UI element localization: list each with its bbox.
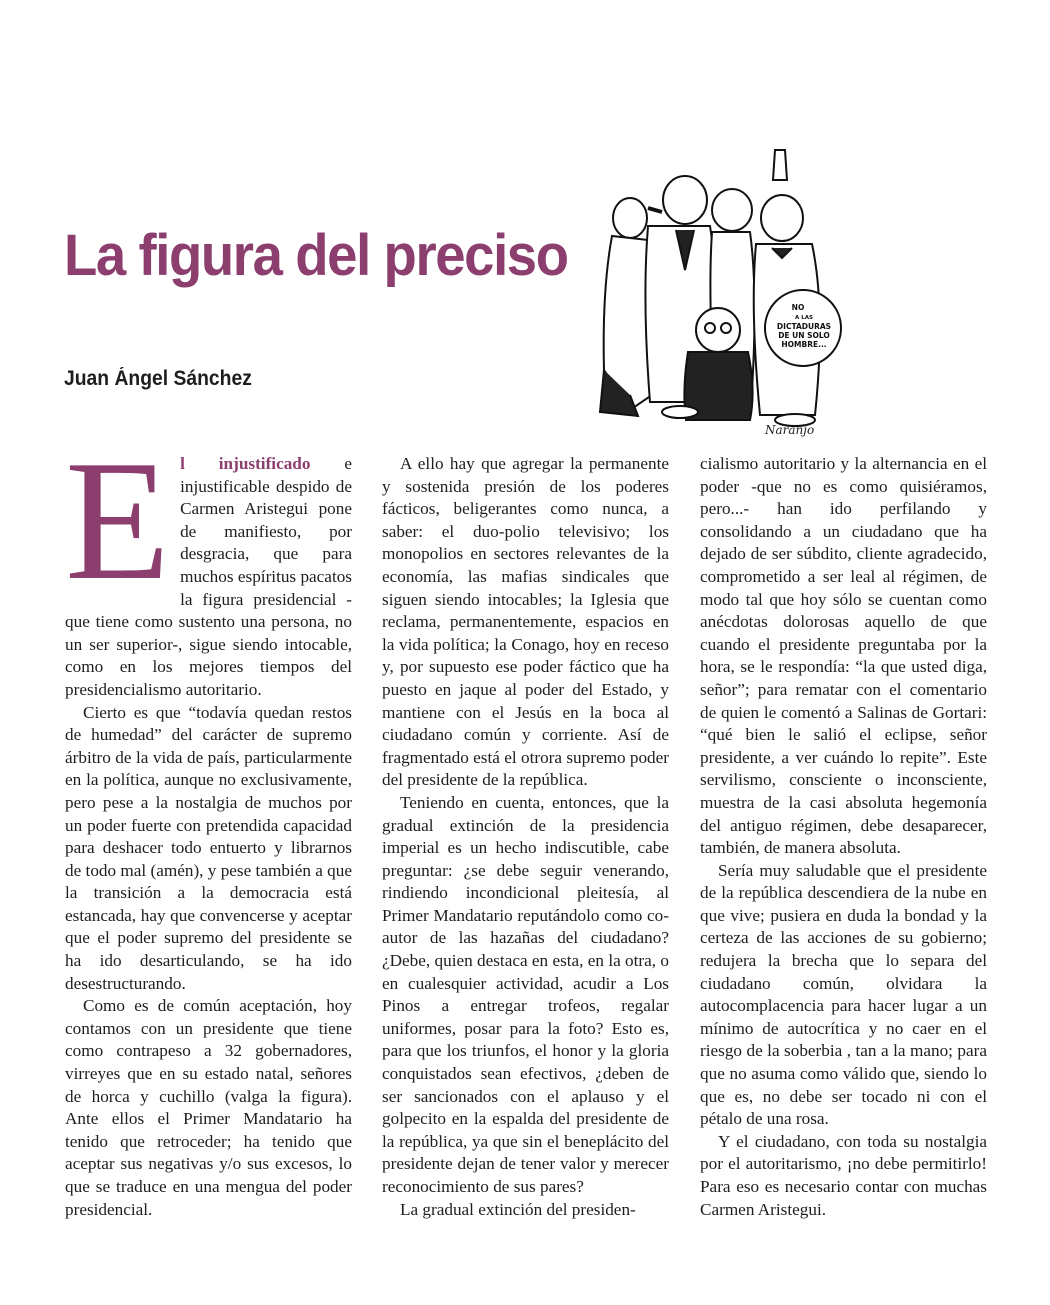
article-column-1 (65, 426, 352, 1221)
paragraph: cialismo autoritario y la alternancia en el poder -que no es como quisiéramos, pero...- han ido perfilando y consolidando a un ciudadano que ha dejado de ser súbdito, cliente agradecido, comprometido a ser leal al régimen, de modo tal que hoy sólo se cuentan como anécdotas dolorosas aquello de que cuando el presidente preguntaba por la hora, se le respondía: “la que usted diga, señor”; para rematar con el comentario de quien le comentó a Salinas de Gortari: “qué bien le salió el eclipse, señor presidente, a ver cuándo lo repite”. Este servilismo, consciente o inconsciente, muestra de la casi absoluta hegemonía del antiguo régimen, debe desaparecer, también, de manera absoluta. (700, 454, 987, 858)
cartoon-sign-line: DICTADURAS (776, 322, 832, 331)
cartoon-sign-line: A LAS (795, 315, 813, 321)
paragraph: Cierto es que “todavía quedan restos de humedad” del carácter de supremo árbitro de la vida de país, particularmente en la política, aunque no exclusivamente, pero pese a la nostalgia de muchos por un poder fuerte con pretendida capacidad para deshacer todo entuerto y librarnos de todo mal (amén), y pese también a que la transición a la democracia está estancada, hay que convencerse y aceptar que el poder supremo del presidente se ha ido desarticulando, se ha ido desestructurando. (65, 702, 352, 993)
paragraph: Como es de común aceptación, hoy contamos con un presidente que tiene como contrapeso a 32 gobernadores, virreyes que en su estado natal, señores de horca y cuchillo (valga la figura). Ante ellos el Primer Mandatario ha tenido que retroceder; ha tenido que aceptar sus negativas y/o sus excesos, lo que se traduce en una mengua del poder presidencial. (65, 996, 352, 1219)
paragraph: A ello hay que agregar la permanente y sostenida presión de los poderes fácticos, beligerantes como nunca, a saber: el duo-polio televisivo; los monopolios en sectores relevantes de la economía, las mafias sindicales que siguen siendo intocables; la Iglesia que reclama, permanentemente, espacios en la vida política; la Conago, hoy en receso y, por supuesto ese poder fáctico que ha puesto en jaque al poder del Estado, y mantiene con el Jesús en la boca al ciudadano común y corriente. Así de fragmentado está el otrora supremo poder del presidente de la república. (382, 454, 669, 790)
cartoon-sign-line: DE UN SOLO (778, 331, 830, 340)
cartoon-sign-line: HOMBRE... (781, 340, 827, 349)
cartoonist-signature: Naranjo (765, 423, 815, 437)
paragraph: La gradual extinción del presiden- (400, 1199, 636, 1219)
paragraph: Sería muy saludable que el presidente de la república descendiera de la nube en que vive; pusiera en duda la bondad y la certeza de las acciones de su gobierno; redujera la brecha que lo separa del ciudadano común, olvidara la autocomplacencia para hacer lugar a un mínimo de autocrítica y no caer en el riesgo de la soberbia , tan a la mano; para que no asuma como válido que, siendo lo que es, no debe ser tocado ni con el pétalo de una rosa. (700, 860, 987, 1129)
paragraph-text: e injustificable despido de Carmen Aristegui pone de manifiesto, por desgracia, que para muchos espíritus pacatos la figura presidencial -que tiene como sustento una persona, no un ser superior-, sigue siendo intocable, como en los mejores tiempos del presidencialismo autoritario. (65, 454, 352, 699)
article-column-3 (700, 453, 987, 1221)
article-column-2 (382, 453, 669, 1221)
author-byline: Juan Ángel Sánchez (64, 367, 252, 390)
lead-in-text: l injustificado (180, 454, 311, 473)
drop-cap-letter: E (65, 426, 171, 616)
political-cartoon-illustration (590, 140, 845, 440)
paragraph: Teniendo en cuenta, entonces, que la gradual extinción de la presidencia imperial es un hecho indiscutible, cabe preguntar: ¿se debe seguir venerando, rindiendo incondicional pleitesía, al Primer Mandatario reputándolo como co-autor de las hazañas del ciudadano? ¿Debe, quien destaca en esta, en la otra, o en cualesquier actividad, acudir a Los Pinos a entregar trofeos, regalar uniformes, posar para la foto? Esto es, para que los triunfos, el honor y la gloria conquistados sean efectivos, ¿deben de ser sancionados con el aplauso y el golpecito en la espalda del presidente de la república, ya que sin el beneplácito del presidente dejan de tener valor y merecer reconocimiento de sus pares? (382, 792, 669, 1196)
article-title: La figura del preciso (64, 223, 568, 288)
cartoon-sign-line: NO (791, 303, 805, 312)
paragraph: Y el ciudadano, con toda su nostalgia por el autoritarismo, ¡no debe permitirlo! Para eso es necesario contar con muchas Carmen Aristegui. (700, 1131, 987, 1219)
